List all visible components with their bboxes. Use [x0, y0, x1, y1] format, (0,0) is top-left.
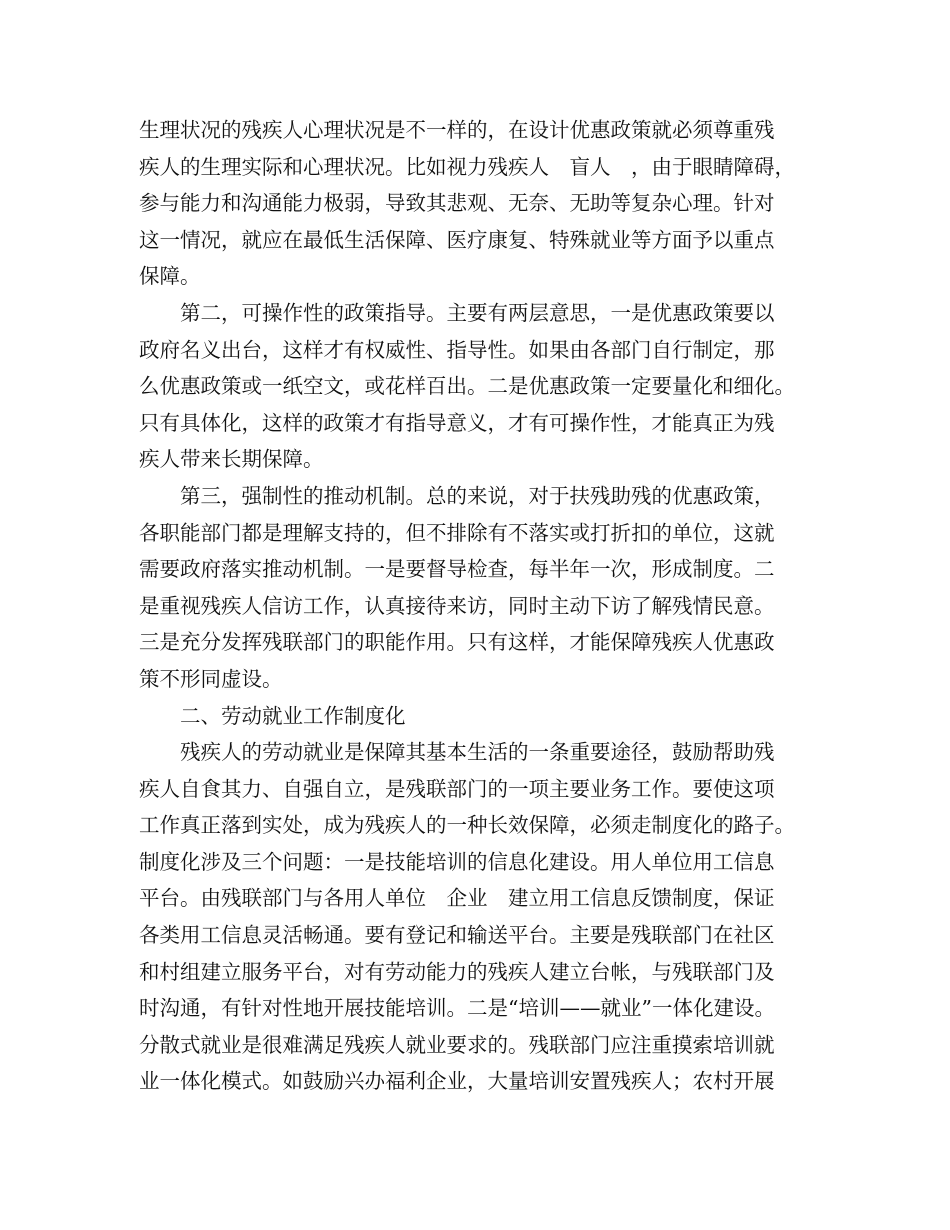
- paragraph-first-line: 第三，强制性的推动机制。总的来说，对于扶残助残的优惠政策，: [180, 483, 775, 508]
- text-line: 各职能部门都是理解支持的，但不排除有不落实或打折扣的单位，这就: [139, 520, 775, 545]
- text-line: 参与能力和沟通能力极弱，导致其悲观、无奈、无助等复杂心理。针对: [139, 191, 775, 216]
- text-line: 策不形同虚设。: [139, 666, 283, 691]
- text-line: 政府名义出台，这样才有权威性、指导性。如果由各部门自行制定，那: [139, 337, 775, 362]
- paragraph-first-line: 残疾人的劳动就业是保障其基本生活的一条重要途径，鼓励帮助残: [180, 740, 775, 765]
- text-line: 和村组建立服务平台，对有劳动能力的残疾人建立台帐，与残联部门及: [139, 959, 775, 984]
- text-line: 这一情况，就应在最低生活保障、医疗康复、特殊就业等方面予以重点: [139, 227, 775, 252]
- text-line: 时沟通，有针对性地开展技能培训。二是“培训——就业”一体化建设。: [139, 996, 775, 1021]
- text-line: 是重视残疾人信访工作，认真接待来访，同时主动下访了解残情民意。: [139, 593, 775, 618]
- text-line: 分散式就业是很难满足残疾人就业要求的。残联部门应注重摸索培训就: [139, 1032, 775, 1057]
- section-heading: 二、劳动就业工作制度化: [180, 703, 406, 728]
- text-line: 平台。由残联部门与各用人单位 企业 建立用工信息反馈制度，保证: [139, 886, 775, 911]
- text-line: 工作真正落到实处，成为残疾人的一种长效保障，必须走制度化的路子。: [139, 813, 795, 838]
- text-line: 保障。: [139, 264, 201, 289]
- text-line: 么优惠政策或一纸空文，或花样百出。二是优惠政策一定要量化和细化。: [139, 374, 795, 399]
- text-line: 业一体化模式。如鼓励兴办福利企业，大量培训安置残疾人；农村开展: [139, 1069, 775, 1094]
- text-line: 制度化涉及三个问题：一是技能培训的信息化建设。用人单位用工信息: [139, 849, 775, 874]
- body-text: [139, 112, 829, 1100]
- text-line: 需要政府落实推动机制。一是要督导检查，每半年一次，形成制度。二: [139, 557, 775, 582]
- text-line: 各类用工信息灵活畅通。要有登记和输送平台。主要是残联部门在社区: [139, 923, 775, 948]
- text-line: 疾人的生理实际和心理状况。比如视力残疾人 盲人 ，由于眼睛障碍，: [139, 154, 795, 179]
- paragraph-first-line: 第二，可操作性的政策指导。主要有两层意思，一是优惠政策要以: [180, 300, 775, 325]
- text-line: 疾人带来长期保障。: [139, 447, 324, 472]
- text-line: 三是充分发挥残联部门的职能作用。只有这样，才能保障残疾人优惠政: [139, 630, 775, 655]
- text-line: 疾人自食其力、自强自立，是残联部门的一项主要业务工作。要使这项: [139, 776, 775, 801]
- text-line: 只有具体化，这样的政策才有指导意义，才有可操作性，才能真正为残: [139, 410, 775, 435]
- text-line: 生理状况的残疾人心理状况是不一样的，在设计优惠政策就必须尊重残: [139, 118, 775, 142]
